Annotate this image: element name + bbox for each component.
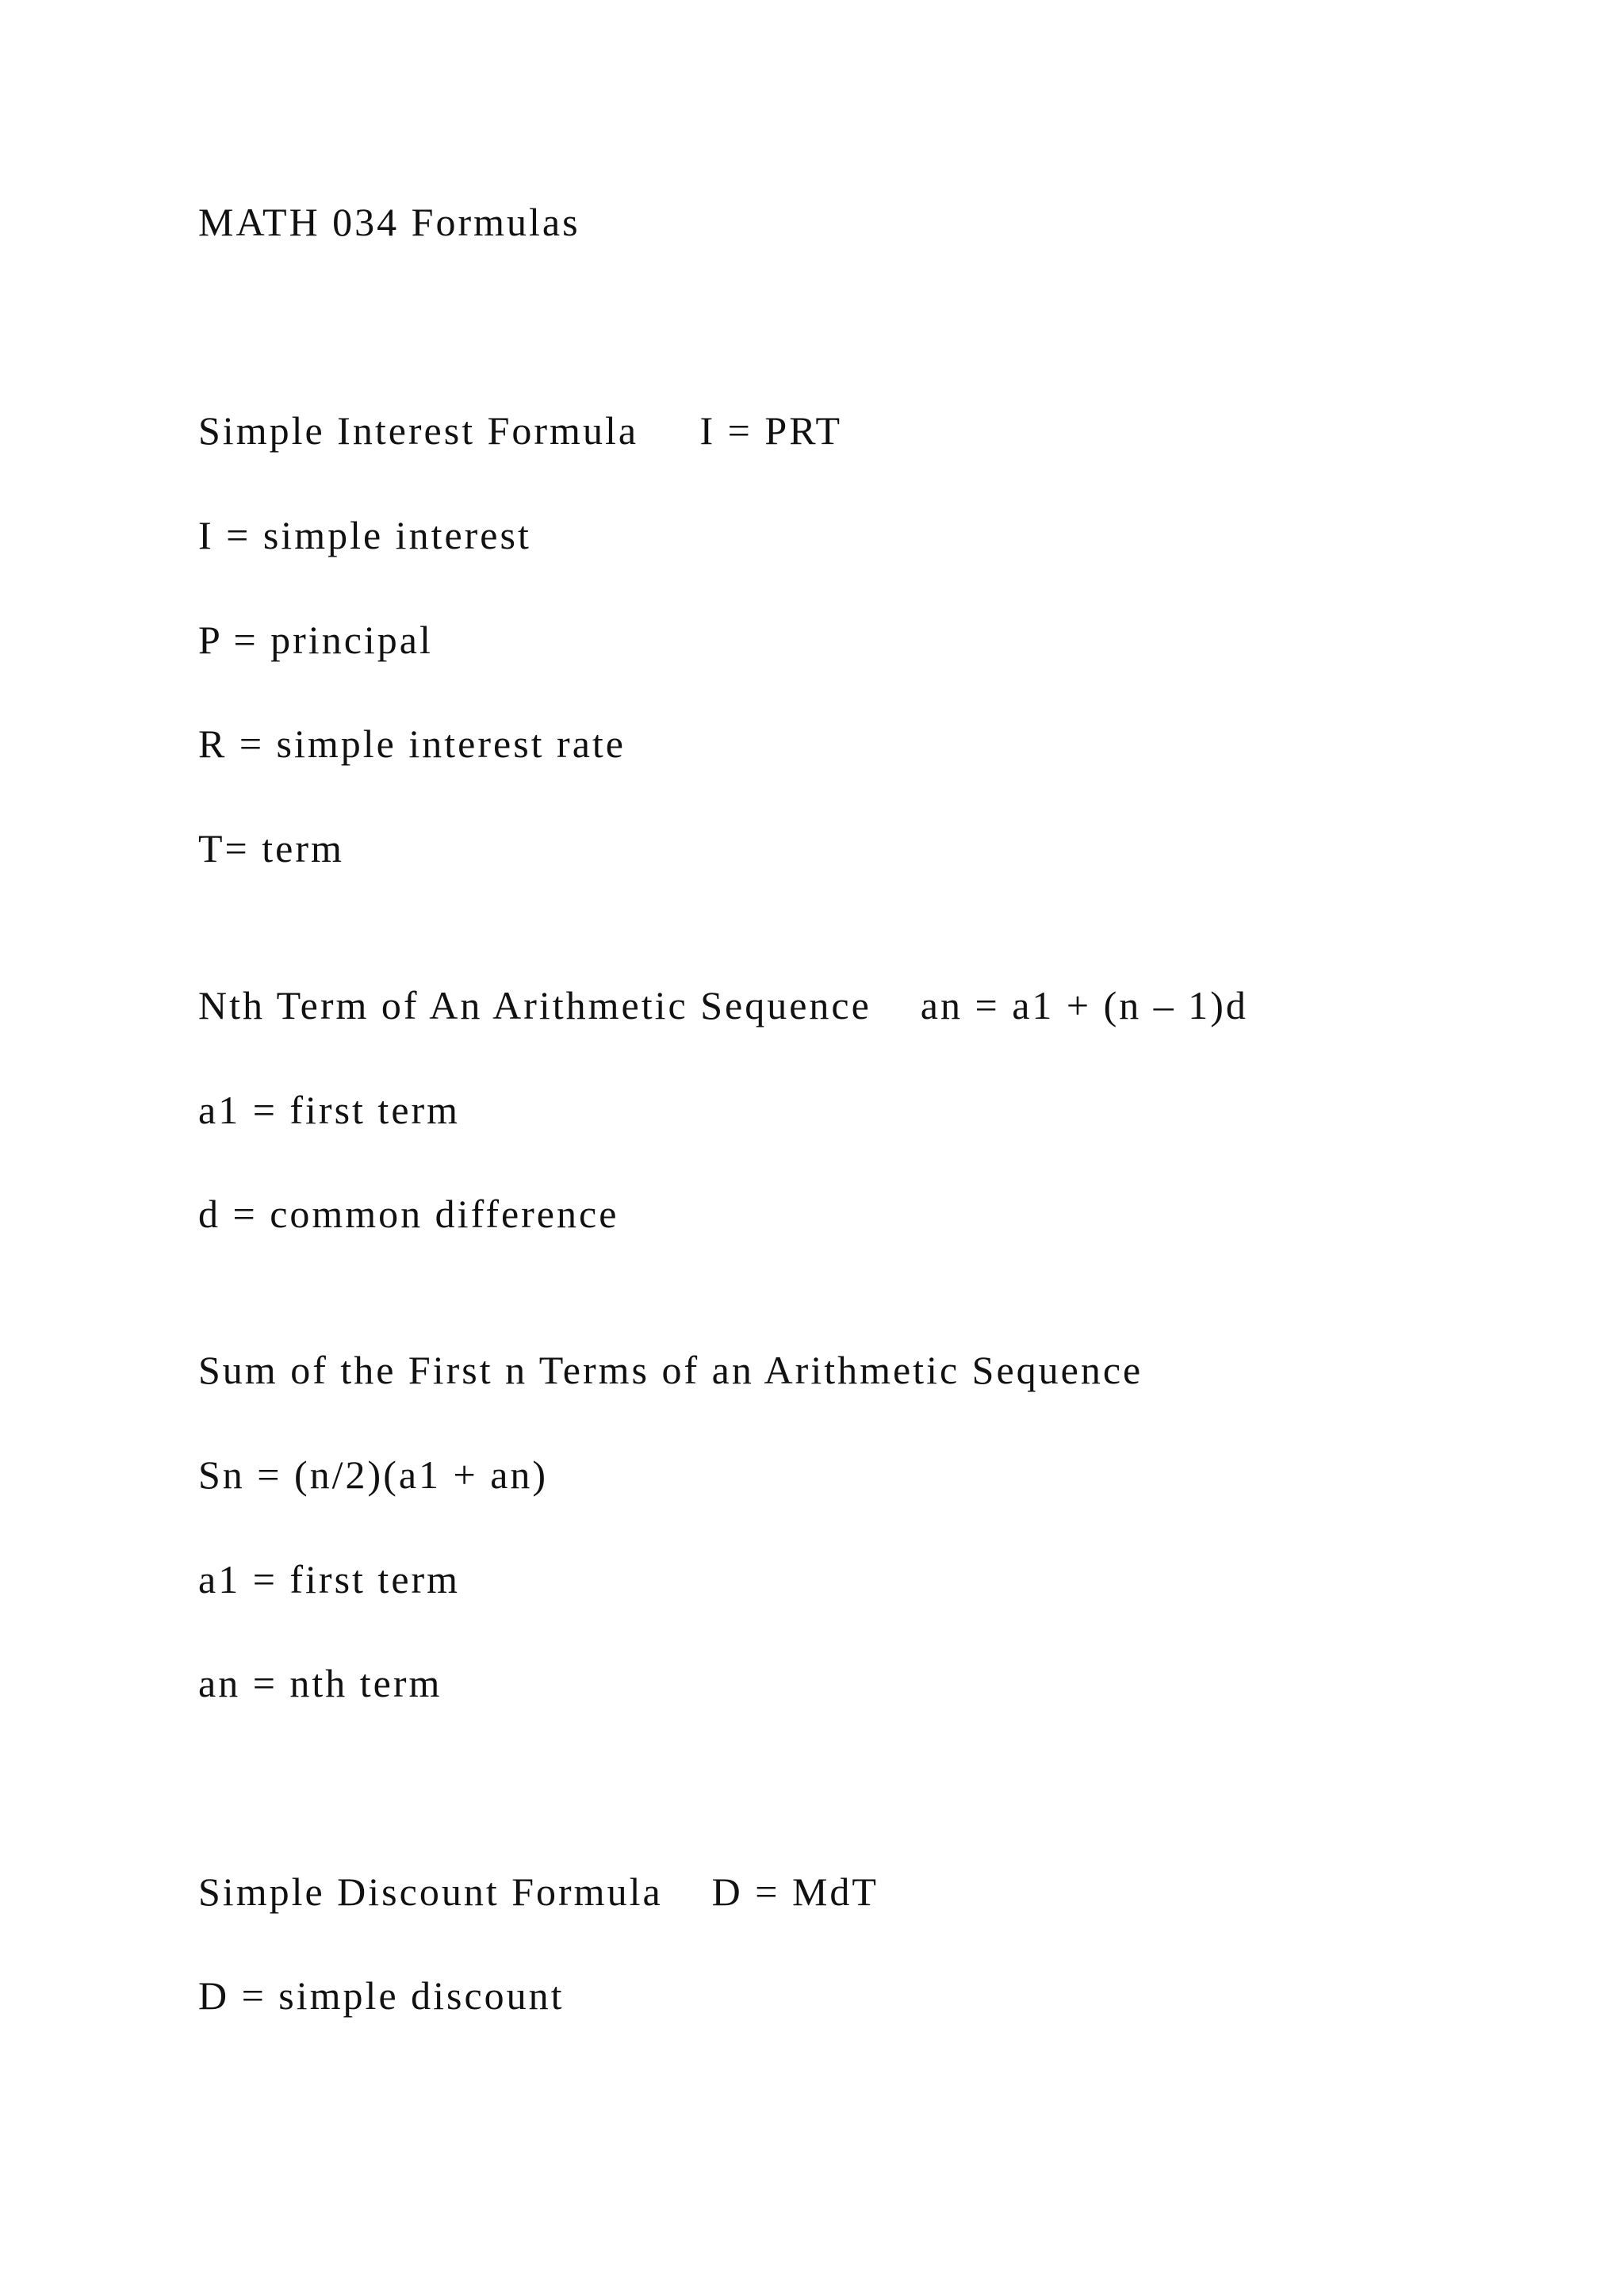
simple-interest-definition: T= term [198, 826, 344, 871]
nth-term-heading: Nth Term of An Arithmetic Sequence an = a1 + (n – 1)d [198, 983, 1248, 1027]
simple-interest-heading: Simple Interest Formula I = PRT [198, 408, 843, 453]
sum-terms-heading: Sum of the First n Terms of an Arithmetic Sequence [198, 1348, 1143, 1392]
sum-terms-definition: a1 = first term [198, 1557, 461, 1601]
nth-term-definition: d = common difference [198, 1192, 619, 1236]
simple-interest-definition: R = simple interest rate [198, 721, 626, 766]
simple-discount-definition: D = simple discount [198, 1973, 565, 2018]
document-title: MATH 034 Formulas [198, 200, 580, 244]
simple-interest-definition: I = simple interest [198, 513, 531, 557]
simple-discount-heading: Simple Discount Formula D = MdT [198, 1869, 879, 1914]
sum-terms-formula: Sn = (n/2)(a1 + an) [198, 1452, 549, 1497]
sum-terms-definition: an = nth term [198, 1661, 442, 1705]
nth-term-definition: a1 = first term [198, 1088, 461, 1132]
simple-interest-definition: P = principal [198, 618, 433, 662]
